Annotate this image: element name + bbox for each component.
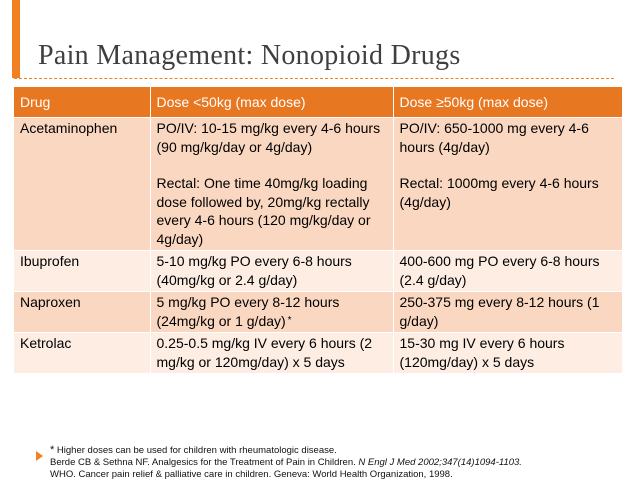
footnote-marker: *: [287, 314, 292, 326]
dose-over-50kg: [393, 118, 622, 251]
dose-over-50kg: 250-375 mg every 8-12 hours (1 g/day): [393, 292, 622, 333]
table-row-ibuprofen: [14, 251, 622, 292]
drug-name: Ibuprofen: [14, 251, 150, 292]
spacer: [157, 156, 387, 174]
drug-name: Acetaminophen: [14, 118, 150, 251]
dose-text: 5 mg/kg PO every 8-12 hours (24mg/kg or 1 g/day): [156, 294, 340, 329]
spacer: [400, 156, 616, 174]
dose-under-50kg: 0.25-0.5 mg/kg IV every 6 hours (2 mg/kg or 120mg/day) x 5 days: [150, 333, 393, 374]
dose-text: PO/IV: 10-15 mg/kg every 4-6 hours (90 mg/kg/day or 4g/day): [156, 120, 381, 155]
dose-under-50kg: [150, 292, 393, 333]
footnote-note: [34, 444, 624, 457]
drug-name: Naproxen: [14, 292, 150, 333]
header-dose-over-50kg: Dose ≥50kg (max dose): [393, 87, 622, 118]
table-row-ketrolac: [14, 333, 622, 374]
reference-1-text: Berde CB & Sethna NF. Analgesics for the Treatment of Pain in Children.: [50, 457, 356, 468]
slide-title: Pain Management: Nonopioid Drugs: [38, 40, 461, 71]
table-row-acetaminophen: [14, 118, 622, 251]
title-divider: [14, 78, 614, 79]
table-header-row: [14, 87, 622, 118]
reference-1: [34, 457, 624, 469]
dose-over-50kg: 15-30 mg IV every 6 hours (120mg/day) x 5 days: [393, 333, 622, 374]
footnotes: [34, 444, 624, 481]
dose-under-50kg: 5-10 mg/kg PO every 6-8 hours (40mg/kg or 2.4 g/day): [150, 251, 393, 292]
drug-name: Ketrolac: [14, 333, 150, 374]
dosing-table: [14, 87, 623, 373]
table-row-naproxen: [14, 292, 622, 333]
dose-text: PO/IV: 650-1000 mg every 4-6 hours (4g/day): [399, 120, 589, 155]
footnote-star: *: [50, 444, 55, 456]
header-dose-under-50kg: Dose <50kg (max dose): [150, 87, 393, 118]
dose-text-rectal: Rectal: 1000mg every 4-6 hours (4g/day): [399, 175, 599, 210]
reference-2: WHO. Cancer pain relief & palliative care in children. Geneva: World Health Organization, 1998.: [50, 469, 453, 480]
dose-under-50kg: [150, 118, 393, 251]
header-drug: Drug: [14, 87, 150, 118]
dose-over-50kg: 400-600 mg PO every 6-8 hours (2.4 g/day): [393, 251, 622, 292]
dose-text-rectal: Rectal: One time 40mg/kg loading dose followed by, 20mg/kg rectally every 4-6 hours (120 mg/kg/day or 4g/day): [156, 175, 371, 247]
footnote-note-text: Higher doses can be used for children with rheumatologic disease.: [56, 445, 337, 456]
reference-1-journal: N Engl J Med 2002;347(14)1094-1103.: [358, 457, 522, 468]
title-accent-bar: [12, 0, 20, 78]
